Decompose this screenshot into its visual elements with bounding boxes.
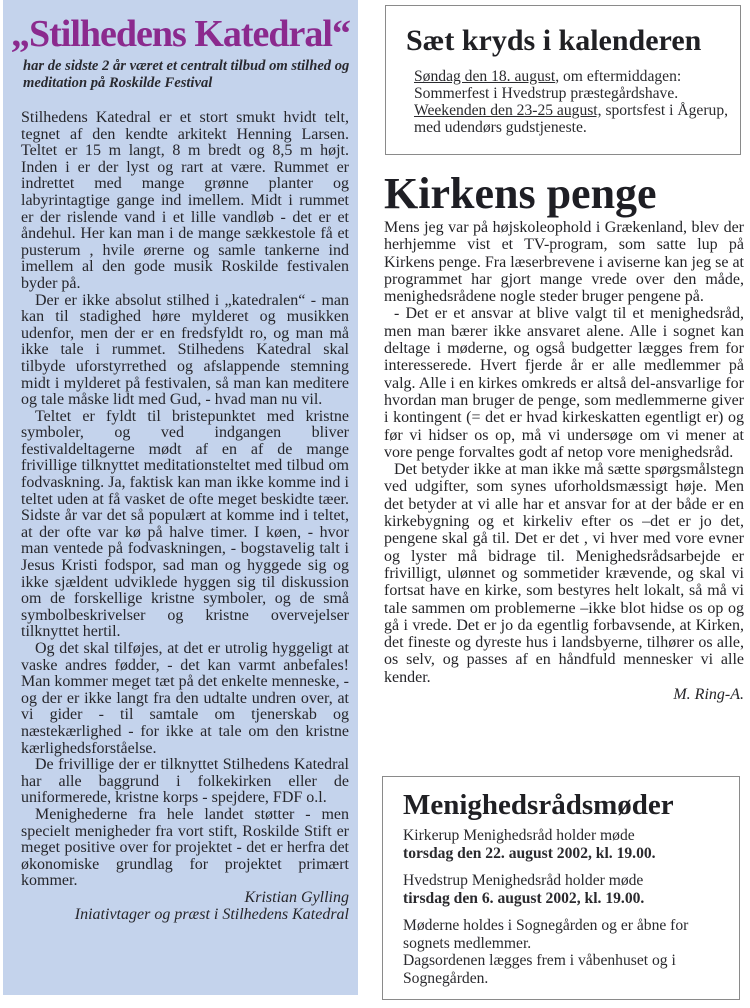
- author-role: Iniativtager og præst i Stilhedens Katedral: [74, 905, 349, 923]
- kirkens-penge-body: [384, 219, 744, 703]
- paragraph: Menighederne fra hele landet støtter - men specielt menigheder fra vort stift, Roskilde Stift er meget positive over for projektet - det er herfra det økonomiske grundlag for projektet primært kommer.: [21, 805, 349, 890]
- meetings-title: Menighedsrådsmøder: [403, 789, 674, 821]
- paragraph: De frivillige der er tilknyttet Stilhedens Katedral har alle baggrund i folkekirken eller de uniformerede, kristne korps - spejdere, FDF o.l.: [21, 756, 349, 807]
- event2-text: sportsfest i Ågerup, med udendørs gudstjeneste.: [414, 102, 729, 136]
- meeting-1: [403, 827, 733, 862]
- paragraph: Det betyder ikke at man ikke må sætte spørgsmålstegn ved udgifter, som synes uforholdsmæssigt høje. Men det betyder at vi alle har et ansvar for at der både er en kirkebygning og et kirkeliv efter os –det er jo det, pengene skal gå til. Det er det , vi hver med vore evner og lyster må bidrage til. Menighedsrådsarbejde er frivilligt, ulønnet og sommetider krævende, og skal vi fortsat have en kirke, som bestyres helt lokalt, så må vi tale sammen om problemerne –ikke blot hidse os op og gå i vrede. Det er jo da egentlig forbavsende, at Kirken, det fineste og dyreste hus i landsbyerne, tilhører os alle, os selv, og passes af en håndfuld mennesker vi alle kender.: [384, 461, 744, 686]
- article-subtitle: har de sidste 2 år været et centralt tilbud om stilhed og meditation på Roskilde Festival: [23, 58, 350, 91]
- stilhedens-katedral-article: [3, 0, 358, 995]
- note-2: Dagsordenen lægges frem i våbenhuset og i Sognegården.: [403, 952, 676, 987]
- paragraph: Teltet er fyldt til bristepunktet med kristne symboler, og ved indgangen bliver festivaldeltagerne mødt af en af de mange frivillige tilknyttet meditationsteltet med tilbud om fodvaskning. Ja, faktisk kan man ikke komme ind i teltet uden at få vasket de ofte meget beskidte tæer. Sidste år var det så populært at komme ind i teltet, at der ofte var kø på halve timer. I køen, - hvor man ventede på fodvaskningen, - bogstavelig talt i Jesus Kristi fodspor, sad man og hyggede sig og ikke sjældent udviklede hyggen sig til diskussion om de forskellige kristne symboler, og de små symbolbeskrivelser og kristne overvejelser tilknyttet hertil.: [21, 407, 349, 641]
- meeting-notes: [403, 917, 733, 987]
- kirkens-penge-title: Kirkens penge: [384, 169, 657, 218]
- article-title: „Stilhedens Katedral“: [11, 13, 350, 55]
- calendar-text: [414, 68, 734, 136]
- calendar-box: [385, 5, 741, 155]
- paragraph: Og det skal tilføjes, at det er utrolig hyggeligt at vaske andres fødder, - det kan varmt anbefales! Man kommer meget tæt på det enkelte menneske, - og der er ikke langt fra den udtalte undren over, at vi gider - til samtale om tjenerskab og næstekærlighed - for ikke at tale om den kristne kærlighedsforståelse.: [21, 640, 349, 757]
- paragraph: Stilhedens Katedral er et stort smukt hvidt telt, tegnet af den kendte arkitekt Henning Larsen. Teltet er 15 m langt, 8 m bredt og 8,5 m højt. Inden i er der lyst og rart at være. Rummet er indrettet med mange grønne planter og labyrintagtige gange ind imellem. Midt i rummet er der rislende vand i et lille vandløb - det er et åndehul. Her kan man i de mange sækkestole få et pusterum , hvile ørerne og samle tankerne ind imellem al den gode musik Roskilde festivalen byder på.: [21, 109, 349, 292]
- note-1: Møderne holdes i Sognegården og er åbne for sognets medlemmer.: [403, 917, 689, 952]
- meeting-2: [403, 872, 733, 907]
- author-name: M. Ring-A.: [673, 686, 744, 704]
- event2-date: Weekenden den 23-25 august,: [414, 102, 602, 119]
- meeting2-date: tirsdag den 6. august 2002, kl. 19.00.: [403, 889, 645, 907]
- meeting1-date: torsdag den 22. august 2002, kl. 19.00.: [403, 844, 656, 862]
- paragraph: Mens jeg var på højskoleophold i Grækenland, blev der herhjemme vist et TV-program, som satte lup på Kirkens penge. Fra læserbrevene i aviserne kan jeg se at programmet har gjort mange vrede over den måde, menighedsrådene nogle steder bruger pengene på.: [384, 219, 744, 306]
- meeting2-text: Hvedstrup Menighedsråd holder møde: [403, 872, 644, 889]
- event1-text: , om eftermiddagen: Sommerfest i Hvedstrup præstegårdshave.: [414, 68, 682, 102]
- meeting1-text: Kirkerup Menighedsråd holder møde: [403, 827, 635, 844]
- meetings-box: [382, 776, 740, 1000]
- author-name: Kristian Gylling: [244, 888, 349, 906]
- paragraph: Der er ikke absolut stilhed i „katedralen“ - man kan til stadighed høre mylderet og musikken udenfor, men der er en fredsfyldt ro, og man må ikke tale i rummet. Stilhedens Katedral skal tilbyde uforstyrrethed og afslappende stemning midt i mylderet på festivalen, så man kan meditere og tale måske lidt med Gud, - hvad man nu vil.: [21, 291, 349, 409]
- paragraph: - Det er et ansvar at blive valgt til et menighedsråd, men man bærer ikke ansvaret alene. Alle i sognet kan deltage i møderne, og også budgetter lægges frem for interesserede. Hvert fjerde år er alle medlemmer på valg. Alle i en kirkes omkreds er altså del-ansvarlige for hvordan man bruger de penge, som medlemmerne giver i kontingent (= det er hvad kirkeskatten egentligt er) og før vi hidser os op, må vi undersøge om vi mener at vore penge forvaltes godt af netop vore menighedsråd.: [384, 305, 744, 461]
- calendar-title: Sæt kryds i kalenderen: [406, 24, 702, 57]
- article-body: [21, 110, 349, 923]
- event1-date: Søndag den 18. august: [414, 68, 556, 85]
